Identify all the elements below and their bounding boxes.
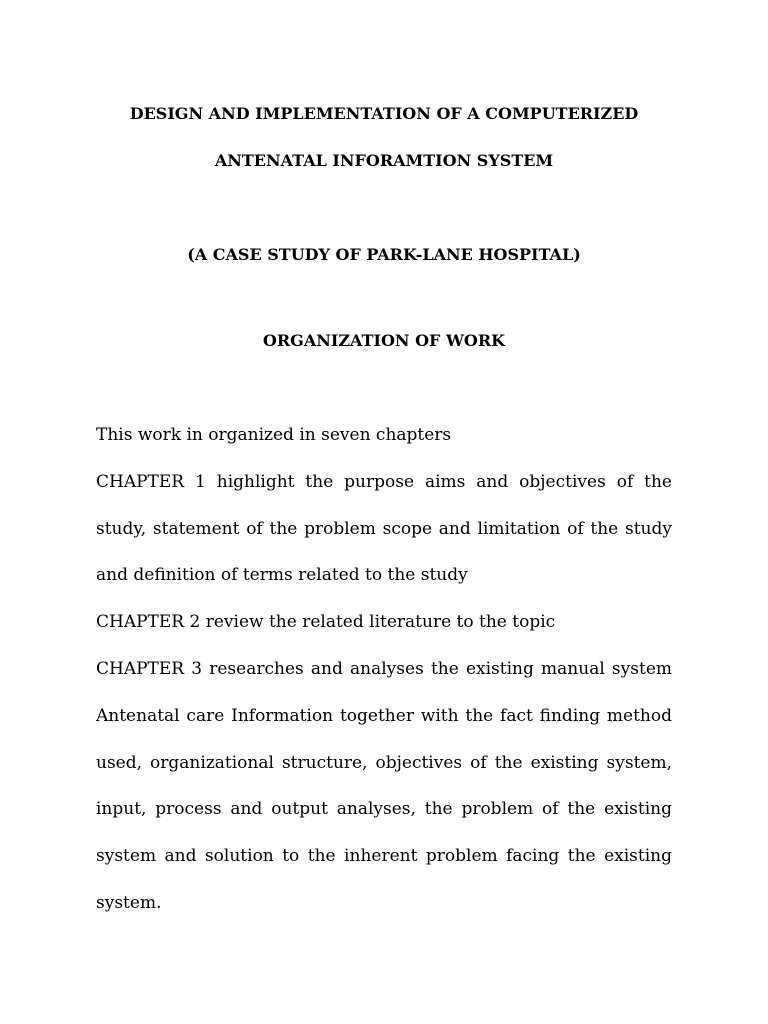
title-line-1: DESIGN AND IMPLEMENTATION OF A COMPUTERIZED [129, 104, 639, 123]
paragraph-chapter-2: CHAPTER 2 review the related literature to the topic [96, 612, 556, 633]
section-heading: ORGANIZATION OF WORK [262, 331, 506, 350]
case-study-subtitle: (A CASE STUDY OF PARK-LANE HOSPITAL) [187, 245, 581, 264]
paragraph-chapter-3: CHAPTER 3 researches and analyses the existing manual system Antenatal care Information together with the fact finding method used, organizational structure, objectives of the existing system, input, process and output analyses, the problem of the existing system and solution to the inherent problem facing the existing system. [96, 658, 672, 913]
title-line-2: ANTENATAL INFORAMTION SYSTEM [214, 151, 554, 170]
body-text [96, 412, 672, 927]
paragraph-intro: This work in organized in seven chapters [96, 425, 452, 445]
paragraph-chapter-1: CHAPTER 1 highlight the purpose aims and objectives of the study, statement of the problem scope and limitation of the study and definition of terms related to the study [96, 471, 672, 586]
